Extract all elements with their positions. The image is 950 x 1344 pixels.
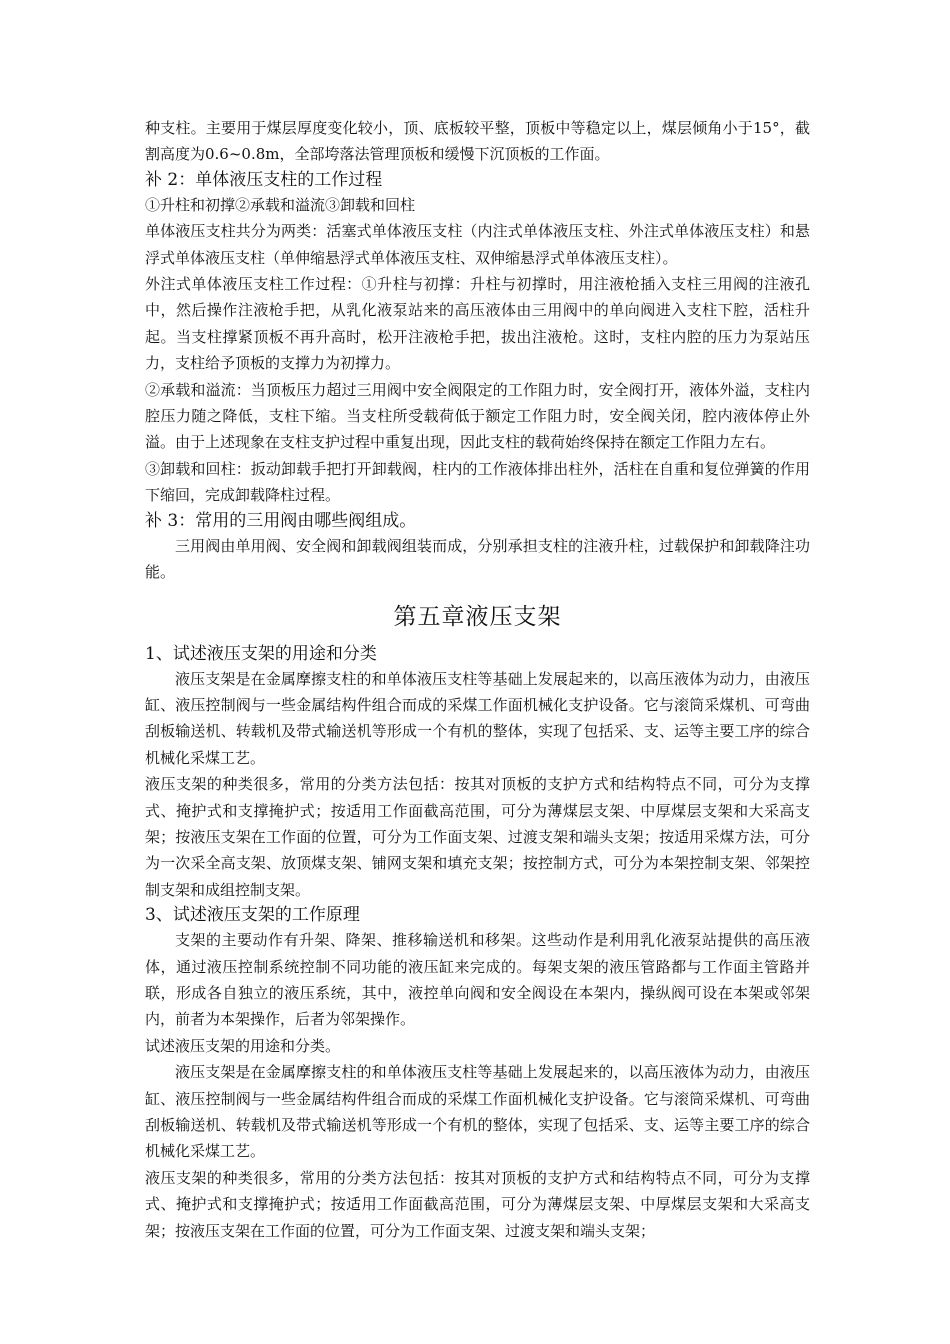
paragraph: ③卸载和回柱：扳动卸载手把打开卸载阀，柱内的工作液体排出柱外，活柱在自重和复位弹簧的作用下缩回，完成卸载降柱过程。: [145, 459, 810, 505]
paragraph: 单体液压支柱共分为两类：活塞式单体液压支柱（内注式单体液压支柱、外注式单体液压支柱）和悬浮式单体液压支柱（单伸缩悬浮式单体液压支柱、双伸缩悬浮式单体液压支柱）。: [145, 222, 810, 267]
paragraph: ②承载和溢流：当顶板压力超过三用阀中安全阀限定的工作阻力时，安全阀打开，液体外溢，支柱内腔压力随之降低，支柱下缩。当支柱所受载荷低于额定工作阻力时，安全阀关闭，腔内液体停止外溢。由于上述现象在支柱支护过程中重复出现，因此支柱的载荷始终保持在额定工作阻力左右。: [145, 380, 810, 452]
paragraph: 液压支架是在金属摩擦支柱的和单体液压支柱等基础上发展起来的，以高压液体为动力，由液压缸、液压控制阀与一些金属结构件组合而成的采煤工作面机械化支护设备。它与滚筒采煤机、可弯曲刮板输送机、转载机及带式输送机等形成一个有机的整体，实现了包括采、支、运等主要工序的综合机械化采煤工艺。: [145, 1063, 810, 1161]
section-heading: 补 3：常用的三用阀由哪些阀组成。: [145, 510, 417, 531]
section-heading: 3、试述液压支架的工作原理: [145, 905, 360, 926]
paragraph: 外注式单体液压支柱工作过程：①升柱与初撑：升柱与初撑时，用注液枪插入支柱三用阀的注液孔中，然后操作注液枪手把，从乳化液泵站来的高压液体由三用阀中的单向阀进入支柱下腔，活柱升起。当支柱撑紧顶板不再升高时，松开注液枪手把，拔出注液枪。这时，支柱内腔的压力为泵站压力，支柱给予顶板的支撑力为初撑力。: [145, 275, 810, 373]
paragraph: 液压支架是在金属摩擦支柱的和单体液压支柱等基础上发展起来的，以高压液体为动力，由液压缸、液压控制阀与一些金属结构件组合而成的采煤工作面机械化支护设备。它与滚筒采煤机、可弯曲刮板输送机、转载机及带式输送机等形成一个有机的整体，实现了包括采、支、运等主要工序的综合机械化采煤工艺。: [145, 669, 810, 767]
paragraph: 液压支架的种类很多，常用的分类方法包括：按其对顶板的支护方式和结构特点不同，可分为支撑式、掩护式和支撑掩护式；按适用工作面截高范围，可分为薄煤层支架、中厚煤层支架和大采高支架；按液压支架在工作面的位置，可分为工作面支架、过渡支架和端头支架；按适用采煤方法，可分为一次采全高支架、放顶煤支架、铺网支架和填充支架；按控制方式，可分为本架控制支架、邻架控制支架和成组控制支架。: [145, 775, 810, 899]
paragraph: ①升柱和初撑②承载和溢流③卸载和回柱: [145, 195, 416, 214]
paragraph: 种支柱。主要用于煤层厚度变化较小，顶、底板较平整，顶板中等稳定以上，煤层倾角小于15°，截割高度为0.6~0.8m，全部垮落法管理顶板和缓慢下沉顶板的工作面。: [145, 119, 810, 164]
paragraph: 液压支架的种类很多，常用的分类方法包括：按其对顶板的支护方式和结构特点不同，可分为支撑式、掩护式和支撑掩护式；按适用工作面截高范围，可分为薄煤层支架、中厚煤层支架和大采高支架；按液压支架在工作面的位置，可分为工作面支架、过渡支架和端头支架；: [145, 1168, 810, 1240]
document-page: [145, 115, 810, 1244]
section-heading: 补 2：单体液压支柱的工作过程: [145, 169, 383, 190]
paragraph: 支架的主要动作有升架、降架、推移输送机和移架。这些动作是利用乳化液泵站提供的高压液体，通过液压控制系统控制不同功能的液压缸来完成的。每架支架的液压管路都与工作面主管路并联，形成各自独立的液压系统，其中，液控单向阀和安全阀设在本架内，操纵阀可设在本架或邻架内，前者为本架操作，后者为邻架操作。: [145, 931, 810, 1029]
section-heading: 1、试述液压支架的用途和分类: [145, 643, 377, 664]
chapter-title: 第五章液压支架: [393, 603, 562, 630]
paragraph: 三用阀由单用阀、安全阀和卸载阀组装而成，分别承担支柱的注液升柱，过载保护和卸载降注功能。: [145, 536, 810, 582]
paragraph: 试述液压支架的用途和分类。: [145, 1036, 341, 1055]
